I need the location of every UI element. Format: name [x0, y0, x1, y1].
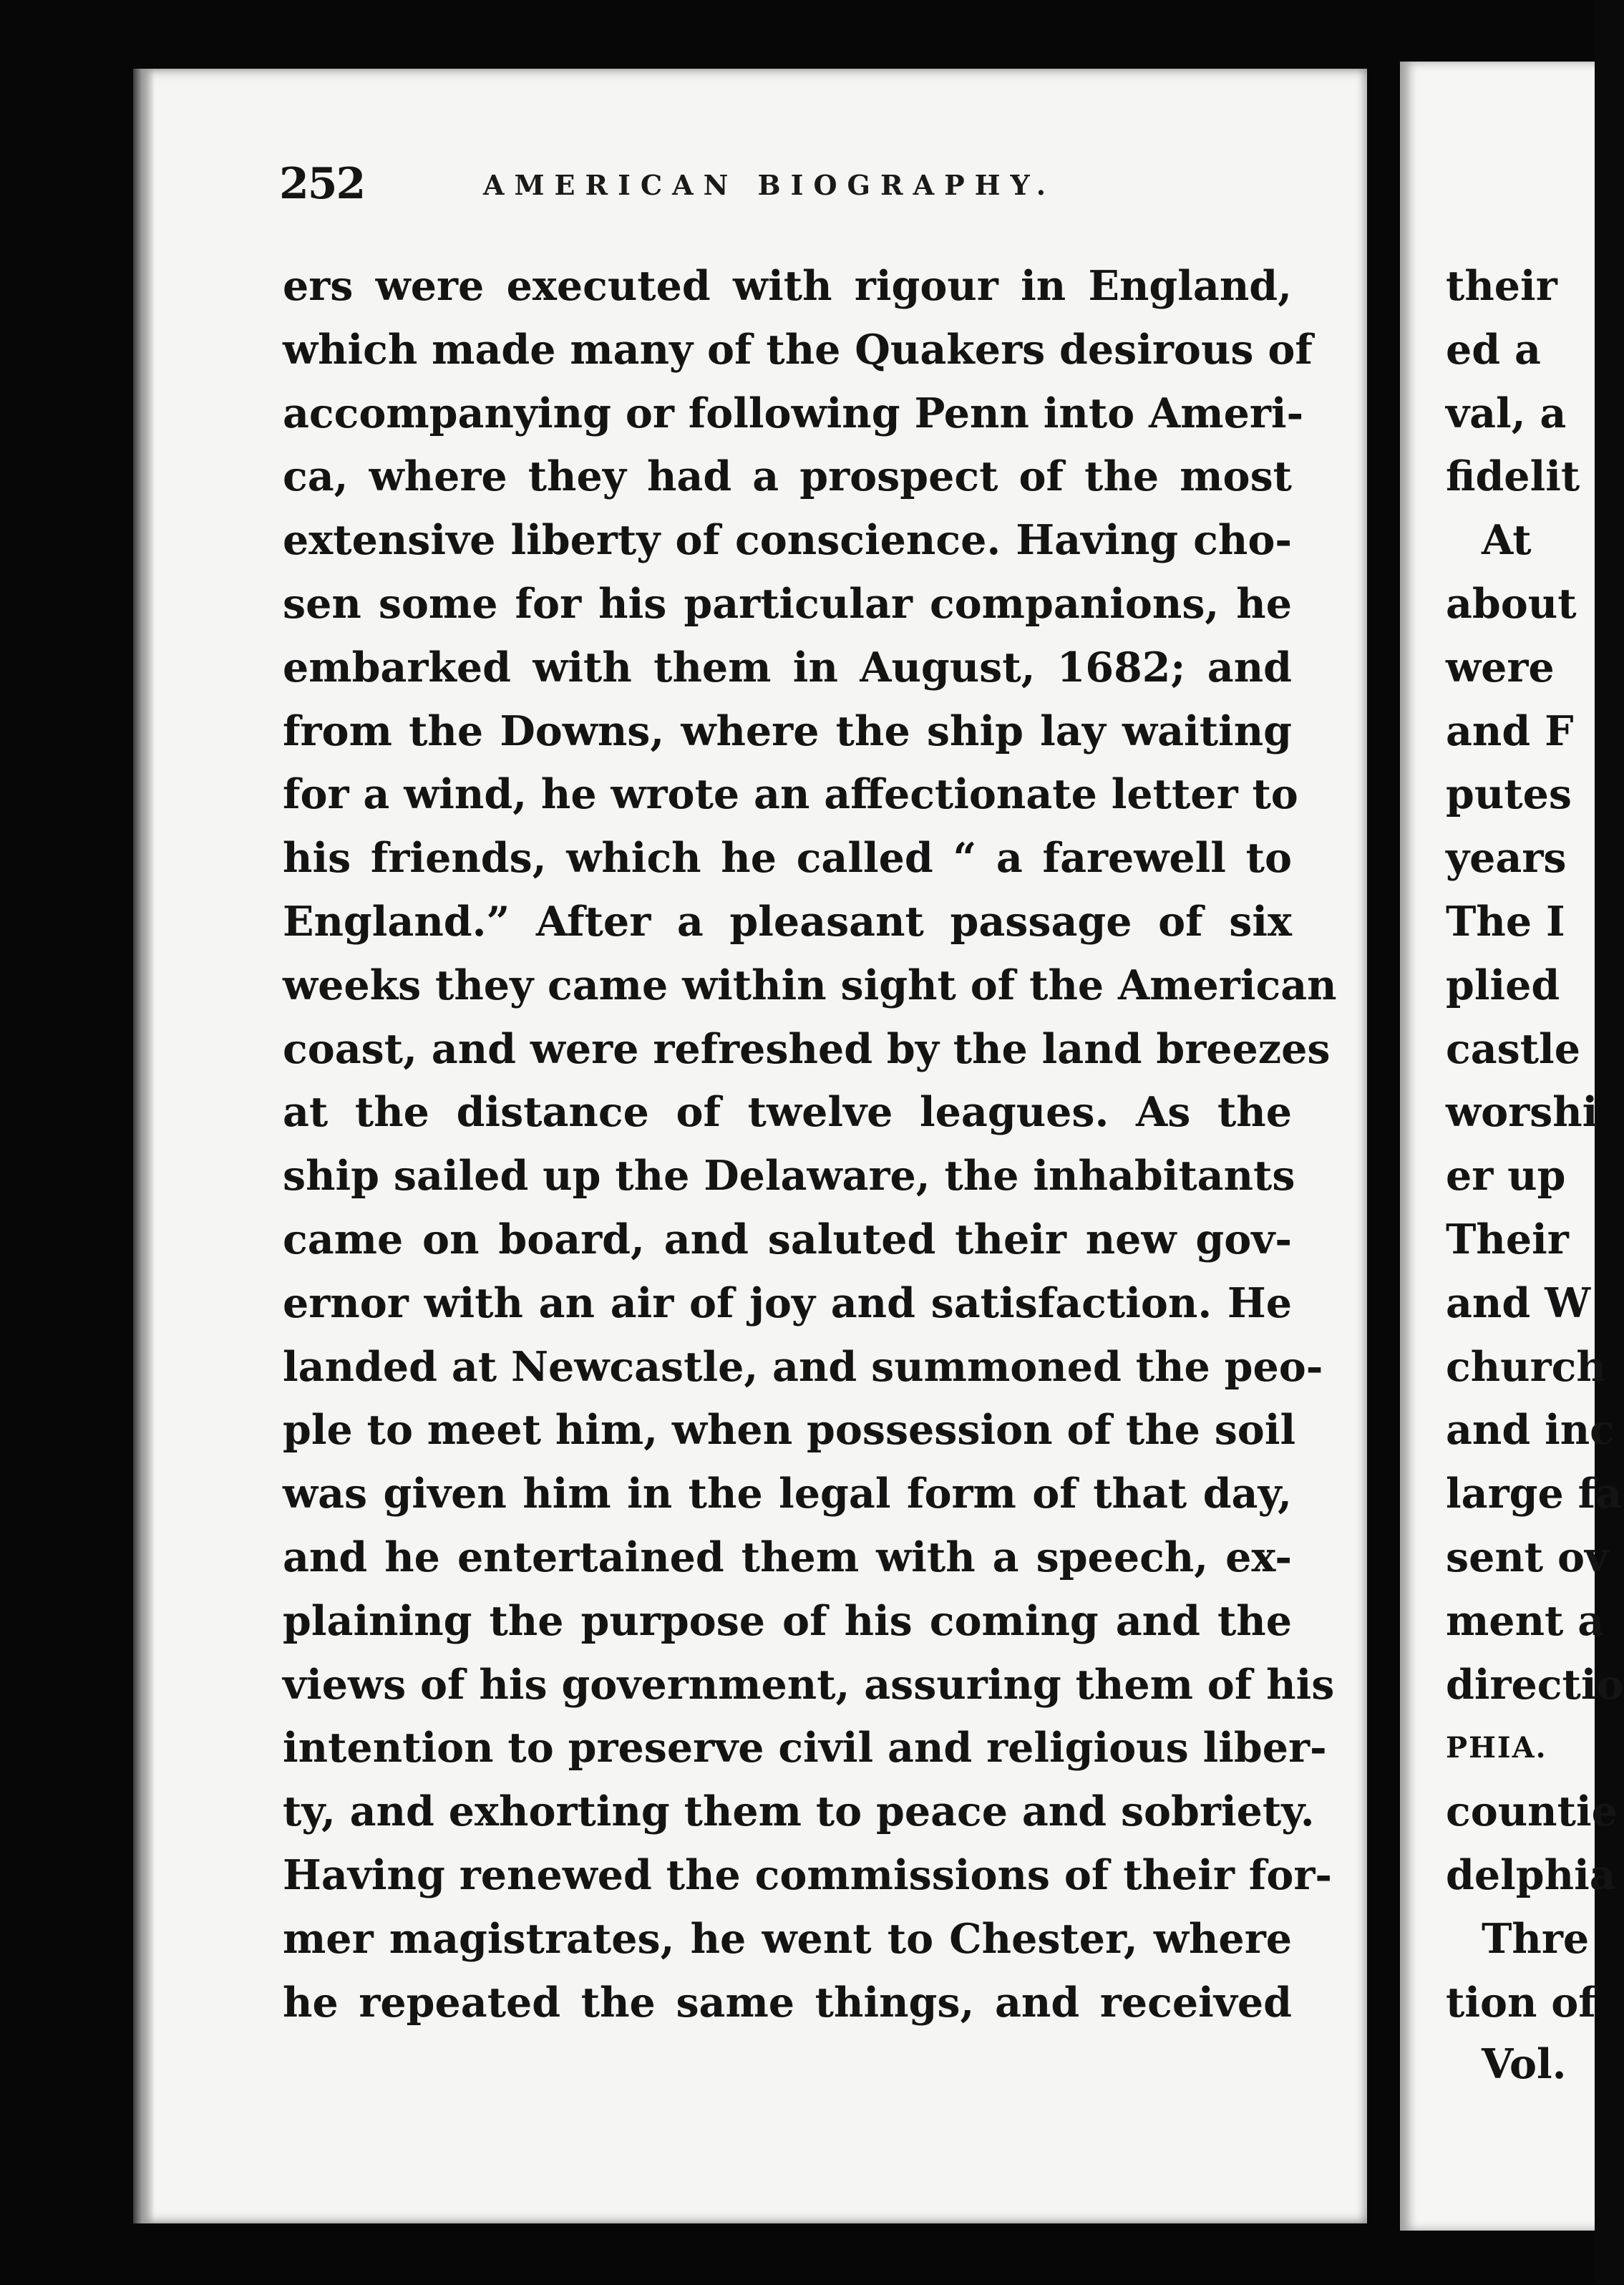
right-text-line: directio: [1446, 1660, 1624, 1709]
right-text-line: delphia: [1446, 1850, 1616, 1899]
left-page-text: [283, 255, 1337, 2034]
right-page-footer: Vol.: [1482, 2040, 1567, 2088]
text-line: embarked with them in August, 1682; and: [283, 643, 1292, 692]
text-line: weeks they came within sight of the American: [283, 961, 1337, 1009]
running-head-title: AMERICAN BIOGRAPHY.: [483, 169, 1056, 201]
text-line: came on board, and saluted their new gov-: [283, 1215, 1292, 1263]
text-line: ca, where they had a prospect of the most: [283, 452, 1292, 501]
text-line: sen some for his particular companions, he: [283, 579, 1292, 628]
right-text-line: fidelit: [1446, 452, 1580, 501]
right-text-line: were: [1446, 643, 1555, 692]
text-line: views of his government, assuring them of his: [283, 1660, 1335, 1709]
right-text-line: ed a: [1446, 325, 1541, 374]
right-text-line: er up: [1446, 1152, 1566, 1200]
right-text-line: The I: [1446, 897, 1565, 946]
right-text-line: At: [1482, 516, 1532, 565]
text-line: intention to preserve civil and religious liber-: [283, 1724, 1327, 1772]
right-text-line: plied: [1446, 961, 1560, 1009]
right-text-line: Thre: [1482, 1914, 1590, 1963]
right-text-line: church: [1446, 1342, 1606, 1391]
text-line: ty, and exhorting them to peace and sobriety.: [283, 1787, 1315, 1836]
text-line: for a wind, he wrote an affectionate letter to: [283, 770, 1298, 819]
text-line: from the Downs, where the ship lay waiting: [283, 707, 1292, 755]
text-line: and he entertained them with a speech, ex-: [283, 1533, 1292, 1581]
right-text-line: PHIA.: [1446, 1731, 1547, 1765]
right-text-line: val, a: [1446, 389, 1567, 437]
right-text-line: Their: [1446, 1215, 1569, 1263]
right-text-line: ment a: [1446, 1596, 1605, 1645]
right-text-line: countie: [1446, 1787, 1618, 1836]
text-line: plaining the purpose of his coming and the: [283, 1596, 1292, 1645]
running-head: [279, 159, 1295, 209]
right-text-line: sent ov: [1446, 1533, 1609, 1581]
text-line: ship sailed up the Delaware, the inhabitants: [283, 1152, 1295, 1200]
right-page-text: [1446, 255, 1624, 2034]
text-line: coast, and were refreshed by the land breezes: [283, 1024, 1331, 1073]
text-line: Having renewed the commissions of their for-: [283, 1850, 1333, 1899]
right-text-line: tion of: [1446, 1978, 1596, 2027]
text-line: extensive liberty of conscience. Having cho-: [283, 516, 1292, 565]
right-text-line: and F: [1446, 707, 1574, 755]
text-line: ple to meet him, when possession of the soil: [283, 1406, 1296, 1455]
right-text-line: years: [1446, 834, 1567, 883]
text-line: England.” After a pleasant passage of six: [283, 897, 1292, 946]
text-line: which made many of the Quakers desirous of: [283, 325, 1313, 374]
right-text-line: large fa: [1446, 1470, 1623, 1518]
text-line: at the distance of twelve leagues. As the: [283, 1088, 1292, 1137]
right-text-line: castle: [1446, 1024, 1580, 1073]
right-text-line: about: [1446, 579, 1577, 628]
text-line: he repeated the same things, and received: [283, 1978, 1292, 2027]
text-line: was given him in the legal form of that day,: [283, 1470, 1292, 1518]
right-text-line: and W: [1446, 1279, 1591, 1327]
right-text-line: their: [1446, 262, 1557, 310]
page-number: 252: [279, 159, 365, 209]
text-line: ernor with an air of joy and satisfaction. He: [283, 1279, 1292, 1327]
text-line: ers were executed with rigour in England,: [283, 262, 1292, 310]
text-line: landed at Newcastle, and summoned the peo-: [283, 1342, 1323, 1391]
right-text-line: and inc: [1446, 1406, 1615, 1455]
text-line: mer magistrates, he went to Chester, where: [283, 1914, 1292, 1963]
text-line: accompanying or following Penn into Ameri-: [283, 389, 1304, 437]
right-text-line: putes: [1446, 770, 1572, 819]
text-line: his friends, which he called “ a farewell to: [283, 834, 1292, 883]
right-text-line: worshi: [1446, 1088, 1598, 1137]
